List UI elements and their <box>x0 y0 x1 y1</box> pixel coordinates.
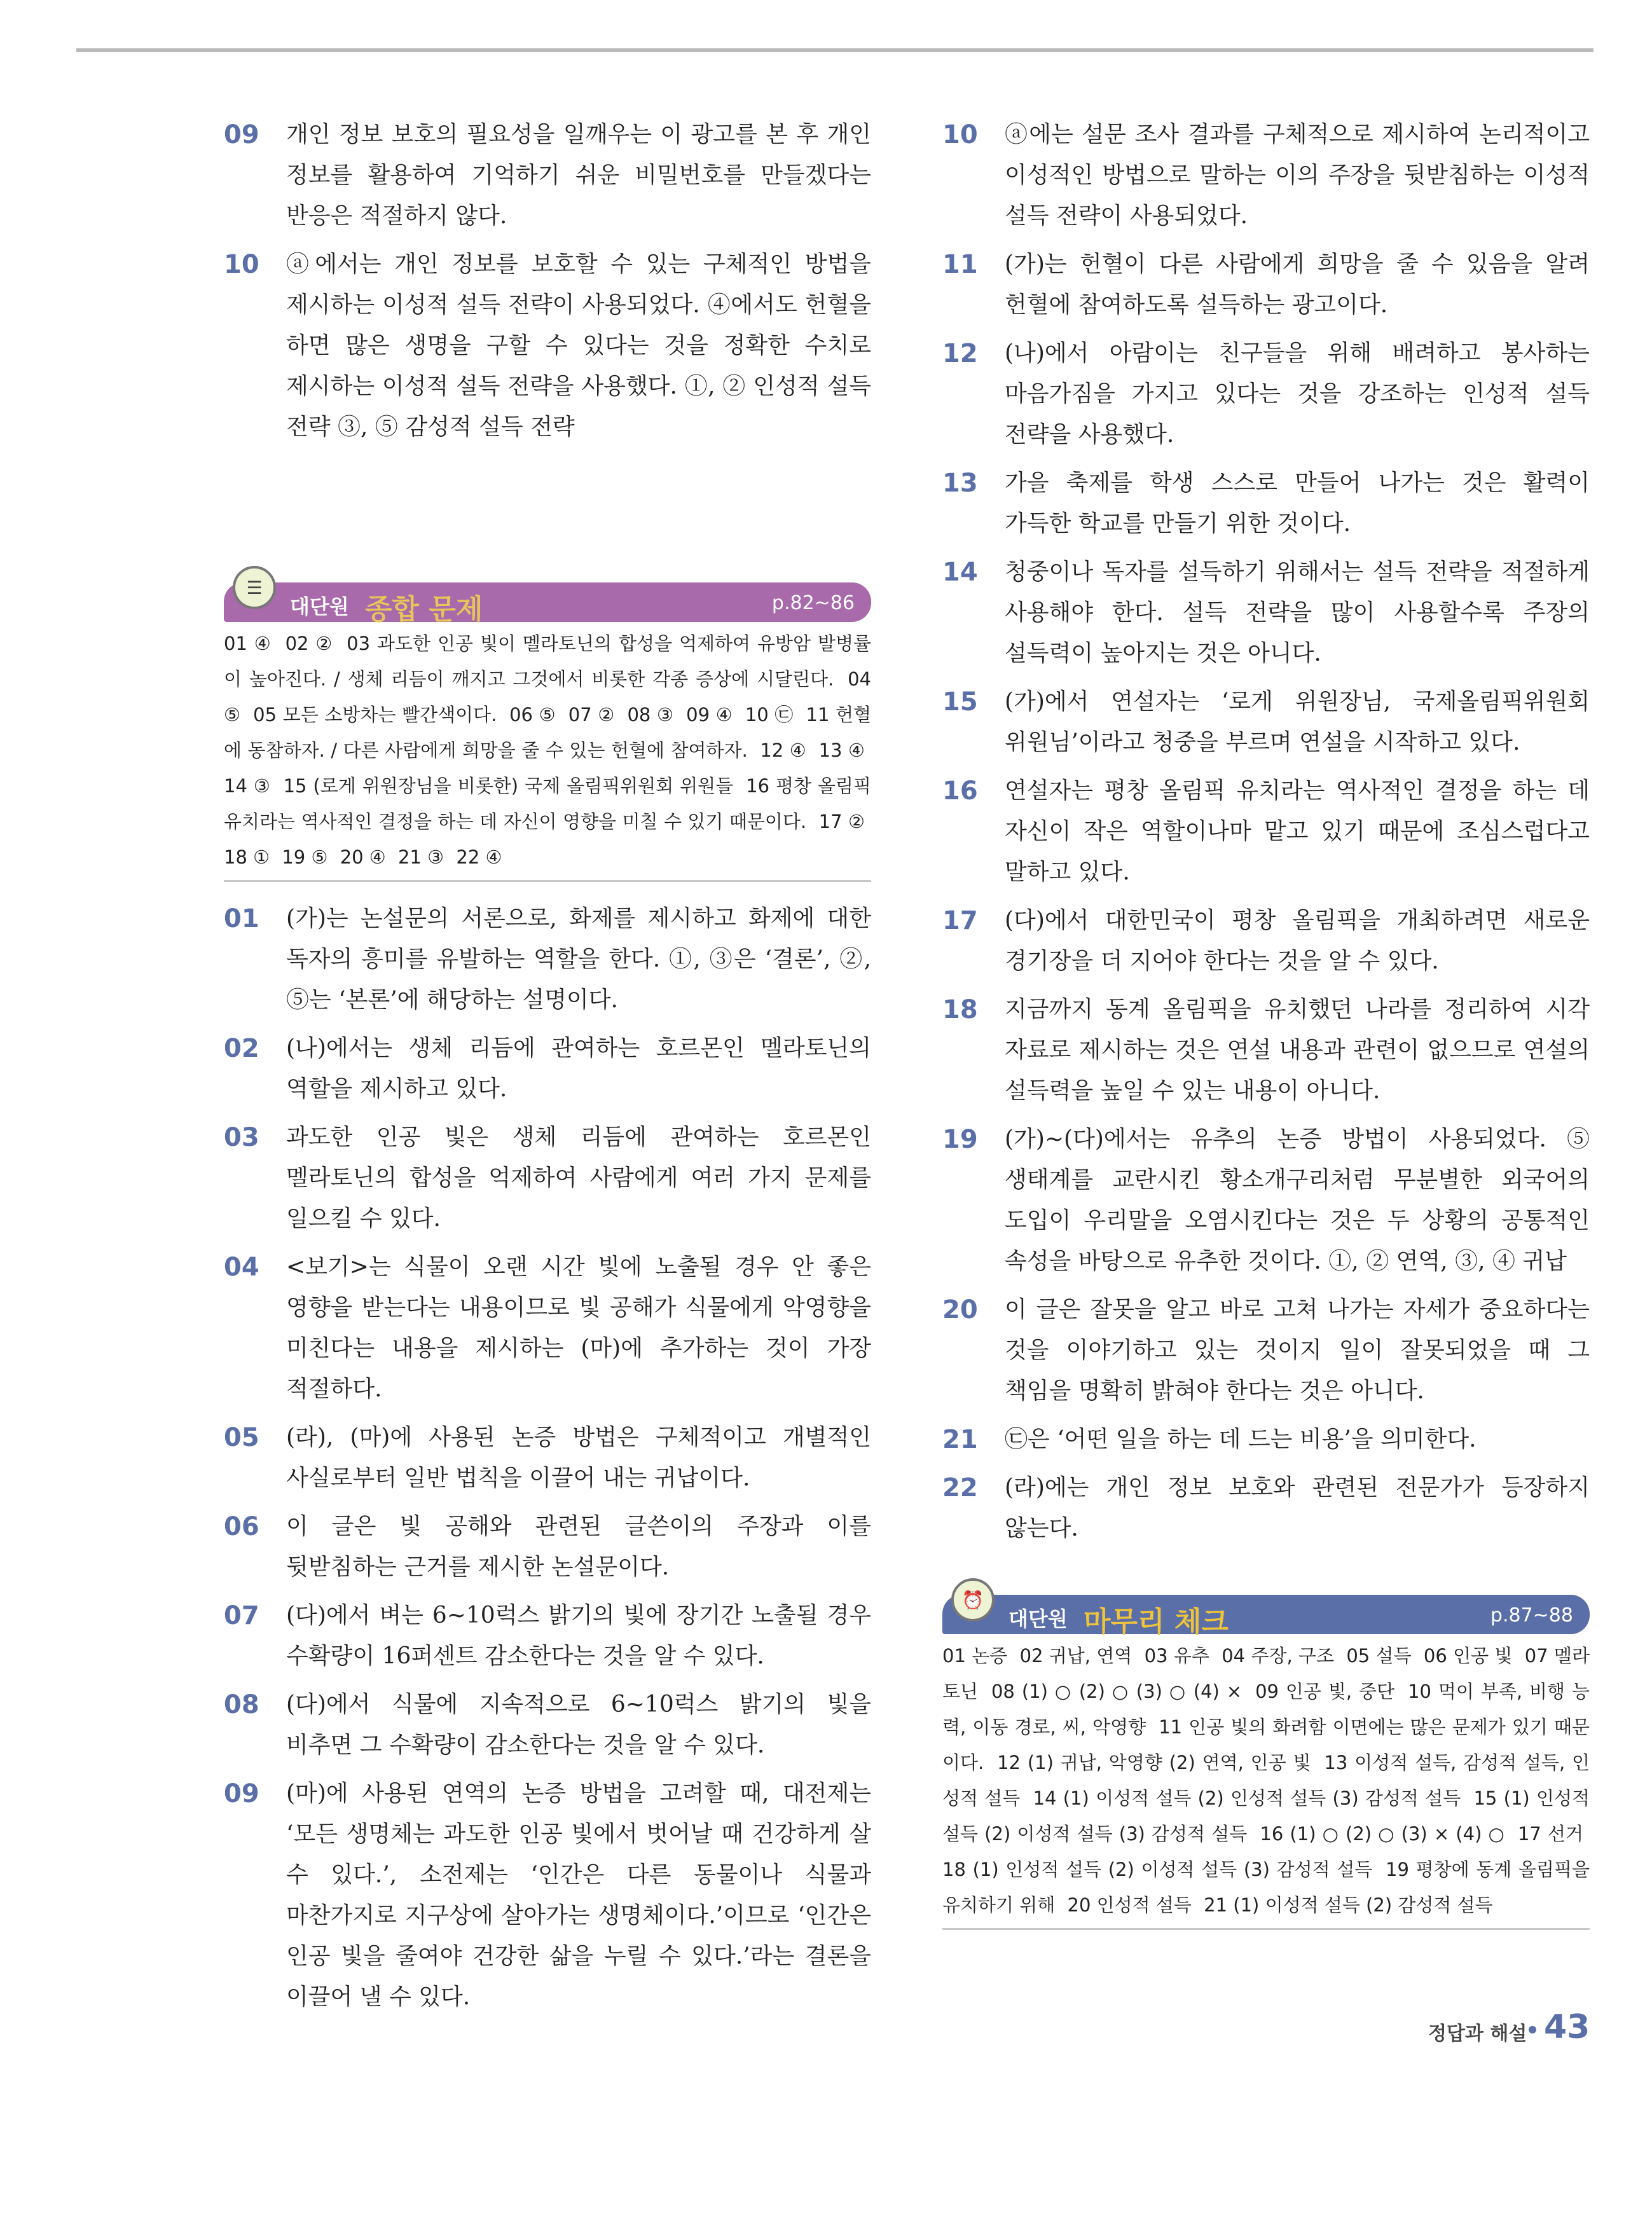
answer-entry: 18 (1) 인성적 설득 (2) 이성적 설득 (3) 감성적 설득 <box>942 1859 1373 1880</box>
general-problems-banner <box>224 577 871 626</box>
answer-entry: 22 ④ <box>456 846 502 868</box>
explanation-item <box>942 552 1590 674</box>
item-number: 11 <box>942 250 978 279</box>
item-text: 과도한 인공 빛은 생체 리듬에 관여하는 호르몬인 멜라토닌의 합성을 억제하여 사람에게 여러 가지 문제를 일으킬 수 있다. <box>286 1124 871 1232</box>
answer-entry: 08 ③ <box>627 704 674 726</box>
item-number: 10 <box>942 120 978 149</box>
item-number: 13 <box>942 469 978 498</box>
general-answer-key <box>224 626 871 882</box>
explanation-item <box>224 1684 871 1766</box>
right-explanations <box>942 114 1590 1549</box>
answer-entry: 21 (1) 이성적 설득 (2) 감성적 설득 <box>1204 1894 1493 1916</box>
explanation-item <box>224 1117 871 1239</box>
answer-entry: 10 ㉢ <box>745 704 794 726</box>
answer-entry: 10 먹이 부족, 비행 능력, 이동 경로, 씨, 악영향 <box>942 1681 1590 1738</box>
answer-entry: 19 평창에 동계 올림픽을 유치하기 위해 <box>942 1859 1590 1916</box>
footer-label: 정답과 해설 <box>1428 2023 1527 2045</box>
answer-entry: 06 인공 빛 <box>1423 1645 1513 1667</box>
answer-entry: 01 논증 <box>942 1645 1008 1667</box>
item-number: 16 <box>942 776 978 806</box>
item-number: 18 <box>942 995 978 1024</box>
item-text: 이 글은 잘못을 알고 바로 고쳐 나가는 자세가 중요하다는 것을 이야기하고 있는 것이지 일이 잘못되었을 때 그 책임을 명확히 밝혀야 한다는 것은 아니다. <box>1005 1297 1590 1404</box>
explanation-item <box>224 1506 871 1588</box>
item-number: 03 <box>224 1123 259 1152</box>
answer-entry: 17 ② <box>818 811 865 832</box>
answer-entry: 14 ③ <box>224 775 271 797</box>
item-number: 08 <box>224 1690 259 1719</box>
explanation-item <box>942 1419 1590 1460</box>
answer-entry: 11 인공 빛의 화려함 이면에는 많은 문제가 있기 때문이다. <box>942 1716 1590 1773</box>
item-text: 가을 축제를 학생 스스로 만들어 나가는 것은 활력이 가득한 학교를 만들기 위한 것이다. <box>1005 470 1590 537</box>
banner-unit-label: 대단원 <box>1008 1607 1068 1631</box>
item-number: 05 <box>224 1423 259 1452</box>
explanation-item <box>942 989 1590 1112</box>
answer-entry: 13 ④ <box>818 740 865 761</box>
item-text: 지금까지 동계 올림픽을 유치했던 나라를 정리하여 시각 자료로 제시하는 것은 연설 내용과 관련이 없으므로 연설의 설득력을 높일 수 있는 내용이 아니다. <box>1005 996 1590 1104</box>
banner-pages: p.87~88 <box>1490 1604 1573 1627</box>
item-number: 02 <box>224 1034 259 1063</box>
item-text: ㉢은 ‘어떤 일을 하는 데 드는 비용’을 의미한다. <box>1005 1426 1476 1452</box>
item-number: 01 <box>224 904 259 933</box>
answer-entry: 08 (1) ○ (2) ○ (3) ○ (4) × <box>991 1681 1242 1702</box>
item-text: (다)에서 식물에 지속적으로 6~10럭스 밝기의 빛을 비추면 그 수확량이 감소한다는 것을 알 수 있다. <box>286 1691 871 1758</box>
item-text: (가)~(다)에서는 유추의 논증 방법이 사용되었다. ⑤ 생태계를 교란시킨 황소개구리처럼 무분별한 외국어의 도입이 우리말을 오염시킨다는 것은 두 상황의 공통적인 속성을 바탕으로 유추한 것이다. ①, ② 연역, ③, ④ 귀납 <box>1005 1126 1590 1274</box>
explanation-item <box>224 1595 871 1677</box>
answer-entry: 04 주장, 구조 <box>1222 1645 1335 1667</box>
explanation-item <box>224 114 871 237</box>
item-number: 20 <box>942 1295 978 1325</box>
explanation-item <box>942 1468 1590 1549</box>
answer-entry: 03 과도한 인공 빛이 멜라토닌의 합성을 억제하여 유방암 발병률이 높아진다. / 생체 리듬이 깨지고 그것에서 비롯한 각종 증상에 시달린다. <box>224 633 872 690</box>
answer-entry: 13 이성적 설득, 감성적 설득, 인성적 설득 <box>942 1752 1590 1809</box>
explanation-item <box>224 1417 871 1499</box>
item-text: 청중이나 독자를 설득하기 위해서는 설득 전략을 적절하게 사용해야 한다. 설득 전략을 많이 사용할수록 주장의 설득력이 높아지는 것은 아니다. <box>1005 559 1590 666</box>
answer-entry: 06 ⑤ <box>509 704 556 726</box>
left-explanations <box>224 898 871 2018</box>
item-number: 15 <box>942 687 978 717</box>
item-text: <보기>는 식물이 오랜 시간 빛에 노출될 경우 안 좋은 영향을 받는다는 내용이므로 빛 공해가 식물에게 악영향을 미친다는 내용을 제시하는 (마)에 추가하는 것이 가장 적절하다. <box>286 1254 871 1402</box>
item-number: 09 <box>224 120 259 149</box>
answer-entry: 09 인공 빛, 중단 <box>1255 1681 1395 1702</box>
explanation-item <box>942 682 1590 763</box>
item-text: (가)는 헌혈이 다른 사람에게 희망을 줄 수 있음을 알려 헌혈에 참여하도록 설득하는 광고이다. <box>1005 251 1590 318</box>
answer-entry: 07 ② <box>568 704 615 726</box>
answer-entry: 15 (로게 위원장님을 비롯한) 국제 올림픽위원회 위원들 <box>283 775 734 797</box>
right-column <box>942 114 1590 1946</box>
explanation-item <box>224 1773 871 2018</box>
explanation-item <box>942 114 1590 237</box>
answer-entry: 03 유추 <box>1144 1645 1209 1667</box>
explanation-item <box>224 1247 871 1410</box>
answer-entry: 02 ② <box>285 633 334 654</box>
answer-entry: 20 ④ <box>340 846 386 868</box>
item-number: 19 <box>942 1125 978 1154</box>
explanation-item <box>942 463 1590 544</box>
item-text: 이 글은 빛 공해와 관련된 글쓴이의 주장과 이를 뒷받침하는 근거를 제시한 논설문이다. <box>286 1513 871 1580</box>
answer-entry: 14 (1) 이성적 설득 (2) 인성적 설득 (3) 감성적 설득 <box>1033 1787 1461 1809</box>
item-number: 06 <box>224 1512 259 1541</box>
explanation-item <box>224 244 871 448</box>
answer-entry: 09 ④ <box>686 704 733 726</box>
item-number: 22 <box>942 1473 978 1503</box>
item-number: 14 <box>942 558 978 587</box>
answer-entry: 16 평창 올림픽 유치라는 역사적인 결정을 하는 데 자신이 영향을 미칠 수 있기 때문이다. <box>224 775 872 832</box>
answer-entry: 16 (1) ○ (2) ○ (3) × (4) ○ <box>1260 1823 1505 1845</box>
answer-entry: 21 ③ <box>398 846 444 868</box>
explanation-item <box>224 1028 871 1110</box>
answer-entry: 04 ⑤ <box>224 668 872 726</box>
answer-entry: 12 ④ <box>760 740 807 761</box>
item-text: (가)는 논설문의 서론으로, 화제를 제시하고 화제에 대한 독자의 흥미를 유발하는 역할을 한다. ①, ③은 ‘결론’, ②, ⑤는 ‘본론’에 해당하는 설명이다. <box>286 905 871 1013</box>
item-text: (마)에 사용된 연역의 논증 방법을 고려할 때, 대전제는 ‘모든 생명체는 과도한 인공 빛에서 벗어날 때 건강하게 살 수 있다.’, 소전제는 ‘인간은 다른 동물이나 식물과 마찬가지로 지구상에 살아가는 생명체이다.’이므로 ‘인간은 인공 빛을 줄여야 건강한 삶을 누릴 수 있다.’라는 결론을 이끌어 낼 수 있다. <box>286 1780 871 2010</box>
answer-entry: 17 선거 <box>1517 1823 1584 1845</box>
final-check-answer-key <box>942 1638 1590 1930</box>
item-number: 21 <box>942 1425 978 1454</box>
item-text: (나)에서는 생체 리듬에 관여하는 호르몬인 멜라토닌의 역할을 제시하고 있다. <box>286 1035 871 1102</box>
answer-entry: 19 ⑤ <box>282 846 328 868</box>
explanation-item <box>942 244 1590 326</box>
explanation-item <box>942 1290 1590 1412</box>
explanation-item <box>942 1119 1590 1282</box>
explanation-item <box>942 771 1590 893</box>
answer-entry: 18 ① <box>224 846 270 868</box>
item-text: 연설자는 평창 올림픽 유치라는 역사적인 결정을 하는 데 자신이 작은 역할이나마 맡고 있기 때문에 조심스럽다고 말하고 있다. <box>1005 778 1590 885</box>
explanation-item <box>224 898 871 1021</box>
explanation-item <box>942 333 1590 455</box>
chat-bubble-icon: ☰ <box>233 566 276 609</box>
answer-entry: 11 헌혈에 동참하자. / 다른 사람에게 희망을 줄 수 있는 헌혈에 참여하자. <box>224 704 872 761</box>
answer-entry: 20 인성적 설득 <box>1067 1894 1192 1916</box>
answer-entry: 01 ④ <box>224 633 272 654</box>
top-rule <box>76 48 1593 52</box>
item-text: 개인 정보 보호의 필요성을 일깨우는 이 광고를 본 후 개인 정보를 활용하여 기억하기 쉬운 비밀번호를 만들겠다는 반응은 적절하지 않다. <box>286 121 871 229</box>
alarm-clock-icon: ⏰ <box>951 1578 995 1621</box>
left-column <box>224 114 871 2025</box>
item-text: (다)에서 대한민국이 평창 올림픽을 개최하려면 새로운 경기장을 더 지어야 한다는 것을 알 수 있다. <box>1005 907 1590 974</box>
answer-entry: 05 설득 <box>1346 1645 1412 1667</box>
answer-entry: 02 귀납, 연역 <box>1019 1645 1132 1667</box>
footer-dot <box>1529 2026 1536 2034</box>
item-text: (나)에서 아람이는 친구들을 위해 배려하고 봉사하는 마음가짐을 가지고 있다는 것을 강조하는 인성적 설득 전략을 사용했다. <box>1005 340 1590 448</box>
item-number: 10 <box>224 250 259 279</box>
explanation-item <box>942 900 1590 982</box>
answer-entry: 07 멜라토닌 <box>942 1645 1590 1702</box>
item-text: ⓐ에서는 개인 정보를 보호할 수 있는 구체적인 방법을 제시하는 이성적 설득 전략이 사용되었다. ④에서도 헌혈을 하면 많은 생명을 구할 수 있다는 것을 정확한 수치로 제시하는 이성적 설득 전략을 사용했다. ①, ② 인성적 설득 전략 ③, ⑤ 감성적 설득 전략 <box>286 251 871 440</box>
banner-title: 종합 문제 <box>365 593 483 626</box>
answer-entry: 15 (1) 인성적 설득 (2) 이성적 설득 (3) 감성적 설득 <box>942 1787 1590 1845</box>
item-number: 09 <box>224 1779 259 1808</box>
item-number: 12 <box>942 339 978 368</box>
item-number: 07 <box>224 1601 259 1630</box>
item-text: ⓐ에는 설문 조사 결과를 구체적으로 제시하여 논리적이고 이성적인 방법으로 말하는 이의 주장을 뒷받침하는 이성적 설득 전략이 사용되었다. <box>1005 121 1590 229</box>
item-text: (가)에서 연설자는 ‘로게 위원장님, 국제올림픽위원회 위원님’이라고 청중을 부르며 연설을 시작하고 있다. <box>1005 689 1590 755</box>
item-number: 17 <box>942 906 978 935</box>
banner-pages: p.82~86 <box>771 592 855 614</box>
answer-entry: 05 모든 소방차는 빨간색이다. <box>253 704 497 726</box>
final-check-banner <box>942 1589 1590 1638</box>
item-number: 04 <box>224 1253 259 1282</box>
left-top-items <box>224 114 871 448</box>
item-text: (라), (마)에 사용된 논증 방법은 구체적이고 개별적인 사실로부터 일반 법칙을 이끌어 내는 귀납이다. <box>286 1424 871 1491</box>
answer-entry: 12 (1) 귀납, 악영향 (2) 연역, 인공 빛 <box>997 1752 1311 1773</box>
banner-unit-label: 대단원 <box>290 595 349 619</box>
page-number: 43 <box>1544 2008 1590 2046</box>
item-text: (다)에서 벼는 6~10럭스 밝기의 빛에 장기간 노출될 경우 수확량이 16퍼센트 감소한다는 것을 알 수 있다. <box>286 1602 871 1669</box>
item-text: (라)에는 개인 정보 보호와 관련된 전문가가 등장하지 않는다. <box>1005 1475 1590 1541</box>
banner-title: 마무리 체크 <box>1084 1606 1229 1638</box>
